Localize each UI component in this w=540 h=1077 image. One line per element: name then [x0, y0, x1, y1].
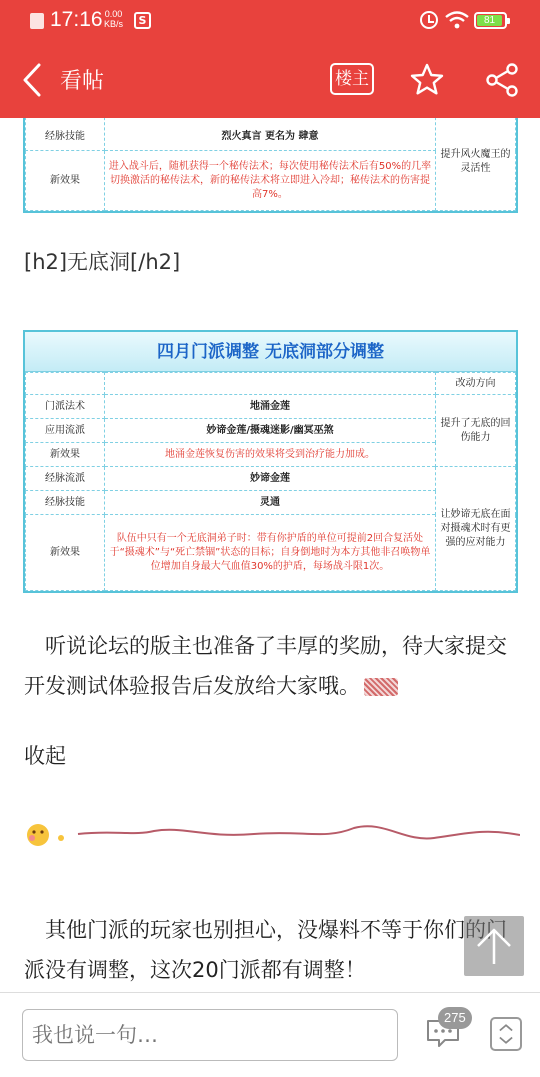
table-cell-value: 队伍中只有一个无底洞弟子时：带有你护盾的单位可提前2回合复活处于“摄魂术”与“死亡禁锢”状态的目标；自身倒地时为本方其他非召唤物单位增加自身最大气血值30%的护盾，每场战斗限1次。 [105, 515, 436, 591]
alarm-icon [420, 11, 438, 29]
table-cell-label: 新效果 [26, 151, 105, 211]
network-speed [104, 9, 123, 29]
adjustment-table-image-2 [23, 330, 518, 593]
wifi-icon [444, 10, 470, 30]
speed-unit: KB/s [104, 19, 124, 29]
app-s-icon: S [134, 12, 151, 29]
table-cell-value: 妙谛金莲 [105, 467, 436, 491]
table-cell-direction: 让妙谛无底在面对摄魂术时有更强的应对能力 [436, 467, 516, 591]
table-cell-value: 妙谛金莲/摄魂迷影/幽冥巫煞 [105, 419, 436, 443]
table-cell-label: 门派法术 [26, 395, 105, 419]
post-paragraph [24, 910, 520, 990]
table-cell-empty [105, 373, 436, 395]
status-time: 17:16 [50, 8, 103, 31]
share-icon[interactable] [484, 62, 520, 98]
table-cell-value: 进入战斗后，随机获得一个秘传法术；每次使用秘传法术后有50%的几率切换激活的秘传法术，新的秘传法术将立即进入冷却；秘传法术的伤害提高7%。 [105, 151, 436, 211]
table-cell-direction: 提升了无底的回伤能力 [436, 395, 516, 467]
speed-value: 0.00 [104, 9, 123, 19]
reply-bar [0, 992, 540, 1077]
paragraph-text: 听说论坛的版主也准备了丰厚的奖励，待大家提交开发测试体验报告后发放给大家哦。 [24, 634, 507, 698]
table-cell-direction: 提升风火魔王的灵活性 [436, 118, 516, 211]
raw-heading-tag: [h2]无底洞[/h2] [24, 250, 181, 274]
table-cell-label: 经脉流派 [26, 467, 105, 491]
collapse-link[interactable]: 收起 [24, 744, 66, 768]
table-cell-empty [26, 373, 105, 395]
status-bar [0, 0, 540, 42]
emoji-wave-divider [24, 818, 520, 852]
table-title: 四月门派调整 无底洞部分调整 [25, 332, 516, 372]
comment-count-badge: 275 [438, 1007, 472, 1029]
page-title: 看帖 [60, 69, 105, 94]
page-jump-icon[interactable] [490, 1017, 522, 1051]
post-content[interactable] [0, 118, 540, 992]
table-cell-label: 新效果 [26, 443, 105, 467]
top-nav-bar [0, 42, 540, 118]
reply-input[interactable] [22, 1009, 398, 1061]
inline-emoji-icon [364, 678, 398, 696]
only-op-button[interactable]: 楼主 [330, 63, 374, 95]
chevron-left-icon[interactable] [18, 62, 48, 98]
table-cell-value: 灵通 [105, 491, 436, 515]
star-icon[interactable] [409, 62, 445, 98]
scroll-top-button[interactable] [464, 916, 524, 976]
battery-icon [474, 12, 507, 29]
table-cell-value: 地涌金莲恢复伤害的效果将受到治疗能力加成。 [105, 443, 436, 467]
paragraph-text: 其他门派的玩家也别担心，没爆料不等于你们的门派没有调整，这次20门派都有调整！ [24, 918, 507, 982]
table-cell-label: 应用流派 [26, 419, 105, 443]
table-cell-label: 经脉技能 [26, 118, 105, 151]
notification-icon [30, 13, 44, 29]
post-paragraph [24, 626, 520, 706]
table-cell-value: 烈火真言 更名为 肆意 [105, 118, 436, 151]
table-cell-label: 经脉技能 [26, 491, 105, 515]
adjustment-table-image-1 [23, 118, 518, 213]
battery-level: 81 [477, 15, 502, 26]
table-header-direction: 改动方向 [436, 373, 516, 395]
table-cell-value: 地涌金莲 [105, 395, 436, 419]
table-cell-label: 新效果 [26, 515, 105, 591]
